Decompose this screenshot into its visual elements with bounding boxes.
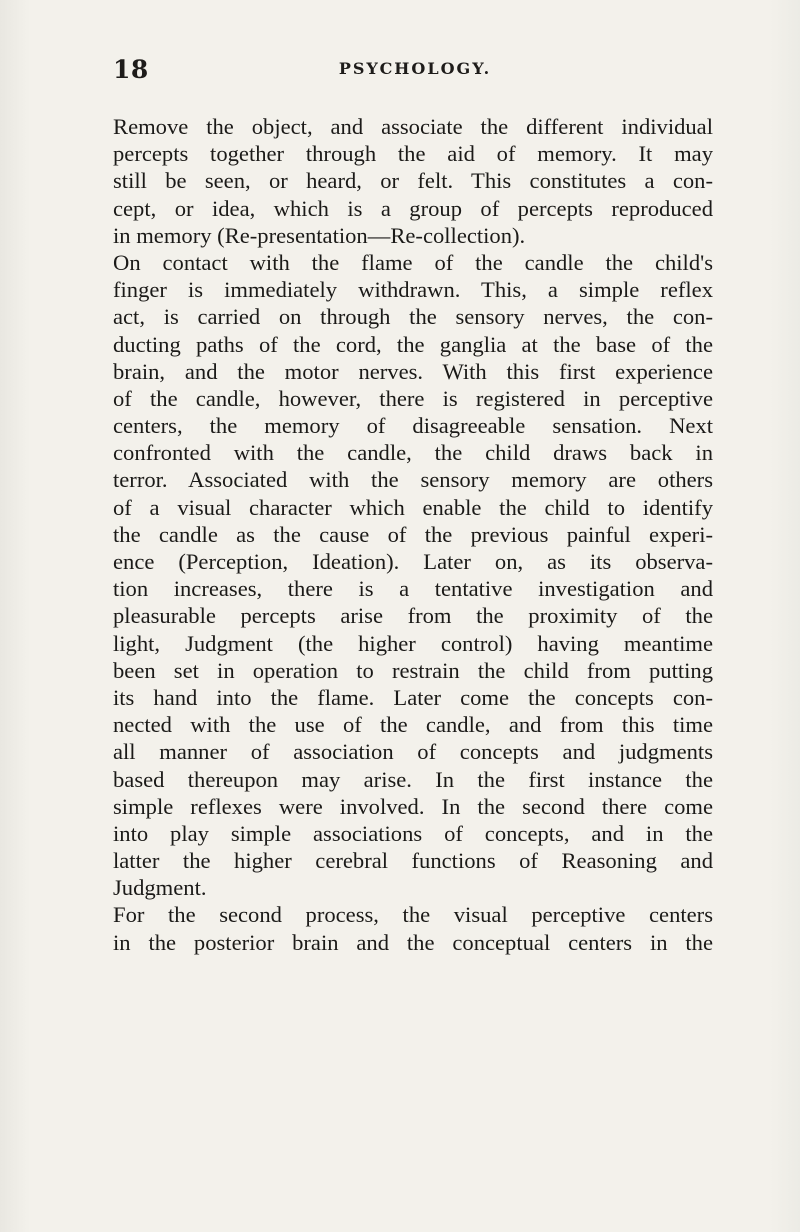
text-line: in the posterior brain and the conceptual centers in the [113,929,713,955]
text-line: pleasurable percepts arise from the proximity of the [113,603,713,629]
text-line: all manner of association of concepts and judgments [113,739,713,765]
page-header [113,55,707,85]
text-line: finger is immediately withdrawn. This, a simple reflex [113,277,713,303]
text-line: percepts together through the aid of memory. It may [113,141,713,167]
text-line: in memory (Re-presentation—Re-collection). [113,222,526,248]
text-line: terror. Associated with the sensory memory are others [113,467,713,493]
text-line: ducting paths of the cord, the ganglia at the base of the [113,331,713,357]
text-line: For the second process, the visual perceptive centers [113,902,713,928]
text-line: On contact with the flame of the candle the child's [113,249,713,275]
text-line: its hand into the flame. Later come the concepts con- [113,684,713,710]
text-line: of a visual character which enable the child to identify [113,494,713,520]
text-line: tion increases, there is a tentative investigation and [113,576,713,602]
text-line: based thereupon may arise. In the first instance the [113,766,713,792]
text-line: confronted with the candle, the child draws back in [113,440,713,466]
text-line: cept, or idea, which is a group of percepts reproduced [113,195,713,221]
text-line: latter the higher cerebral functions of Reasoning and [113,848,713,874]
text-line: Remove the object, and associate the different individual [113,114,713,139]
text-line: the candle as the cause of the previous painful experi- [113,521,713,547]
text-line: ence (Perception, Ideation). Later on, as its observa- [113,549,713,574]
running-head: PSYCHOLOGY. [338,59,492,78]
text-line: simple reflexes were involved. In the second there come [113,793,713,819]
text-line: brain, and the motor nerves. With this first experience [113,358,713,384]
text-line: act, is carried on through the sensory nerves, the con- [113,304,713,330]
text-line: centers, the memory of disagreeable sensation. Next [113,413,713,439]
text-line: still be seen, or heard, or felt. This constitutes a con- [113,168,713,194]
text-line: Judgment. [113,875,207,901]
text-line: light, Judgment (the higher control) having meantime [113,630,713,656]
text-line: into play simple associations of concepts, and in the [113,820,713,846]
page-number: 18 [113,55,149,84]
text-line: of the candle, however, there is registered in perceptive [113,385,713,411]
body-text [113,113,713,956]
text-line: nected with the use of the candle, and from this time [113,712,713,738]
text-line: been set in operation to restrain the child from putting [113,657,713,683]
